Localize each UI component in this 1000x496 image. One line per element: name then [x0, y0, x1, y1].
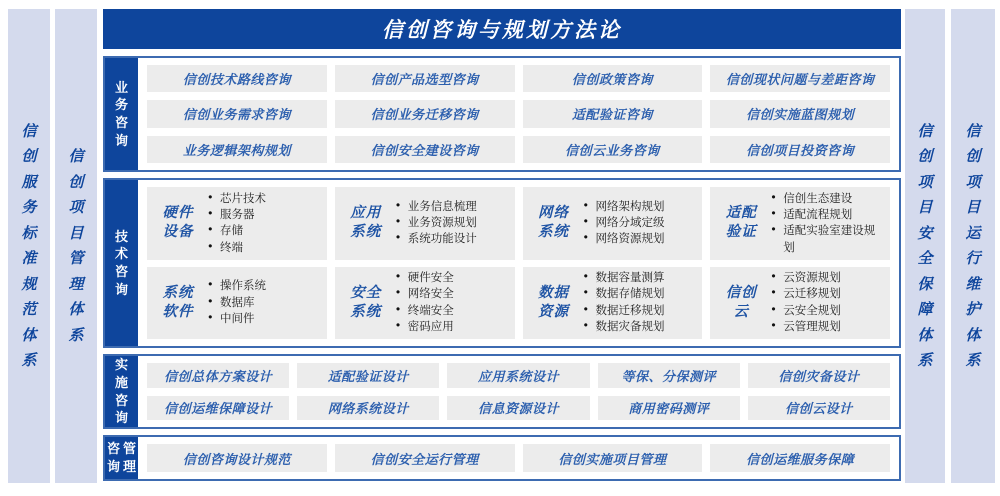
tech-card-title: 应用 系统 — [350, 205, 382, 241]
tech-card — [710, 267, 890, 340]
item-button: 信创实施蓝图规划 — [710, 100, 890, 127]
item-button: 信创安全建设咨询 — [335, 136, 515, 163]
item-button: 商用密码测评 — [598, 396, 740, 421]
item-button: 适配验证咨询 — [523, 100, 703, 127]
methodology-diagram — [103, 9, 901, 481]
tech-card-bullet: ● 中间件 — [207, 311, 323, 327]
item-button: 信创业务需求咨询 — [147, 100, 327, 127]
section-content-implementation — [138, 356, 899, 427]
tech-card-bullet: ● 终端 — [207, 240, 323, 256]
pillar-label: 信创项目安全保障体系 — [917, 122, 933, 369]
section-label-implementation — [105, 356, 138, 427]
pillar-service-standard-system — [8, 9, 50, 483]
tech-card-bullet: ● 存储 — [207, 223, 323, 239]
tech-card-bullet: ● 业务信息梳理 — [395, 199, 511, 215]
tech-card-bullet: ● 云资源规划 — [770, 270, 886, 286]
item-button: 信创运维服务保障 — [710, 444, 890, 472]
item-button: 信创现状问题与差距咨询 — [710, 65, 890, 92]
item-button: 等保、分保测评 — [598, 363, 740, 388]
section-label-technical — [105, 180, 138, 346]
tech-card-bullet: ● 适配流程规划 — [770, 207, 886, 223]
section-label-business — [105, 58, 138, 170]
section-management — [103, 435, 901, 481]
tech-card — [523, 267, 703, 340]
pillar-label: 信创项目运行维护体系 — [965, 122, 981, 369]
section-label-text: 管理 — [123, 441, 137, 474]
tech-card-title: 数据 资源 — [538, 284, 569, 320]
tech-card-bullet: ● 终端安全 — [395, 303, 511, 319]
tech-card-bullet-list — [395, 199, 511, 248]
tech-card-title: 信创 云 — [725, 284, 757, 320]
tech-card-bullet-list — [770, 191, 886, 256]
section-implementation — [103, 354, 901, 429]
section-content-technical — [138, 180, 899, 346]
tech-card-bullet: ● 网络资源规划 — [583, 231, 699, 247]
pillar-project-operation-maintenance-system — [951, 9, 995, 483]
item-button: 信创咨询设计规范 — [147, 444, 327, 472]
pillar-project-management-system — [55, 9, 97, 483]
tech-card-bullet-list — [207, 191, 323, 256]
item-button: 信创业务迁移咨询 — [335, 100, 515, 127]
item-button: 信创总体方案设计 — [147, 363, 289, 388]
tech-card-bullet: ● 网络架构规划 — [583, 199, 699, 215]
item-button: 信创云业务咨询 — [523, 136, 703, 163]
tech-card — [710, 187, 890, 260]
tech-card-bullet-list — [770, 270, 886, 335]
tech-card-bullet: ● 系统功能设计 — [395, 231, 511, 247]
item-button: 业务逻辑架构规划 — [147, 136, 327, 163]
section-label-text: 实施咨询 — [115, 357, 129, 426]
tech-card-title: 网络 系统 — [538, 205, 569, 241]
tech-card-title: 硬件 设备 — [162, 205, 194, 241]
item-button: 信创项目投资咨询 — [710, 136, 890, 163]
item-button: 信创政策咨询 — [523, 65, 703, 92]
tech-card-bullet: ● 云安全规划 — [770, 303, 886, 319]
tech-card-title: 系统 软件 — [162, 284, 194, 320]
item-button: 应用系统设计 — [447, 363, 589, 388]
item-button: 信息资源设计 — [447, 396, 589, 421]
tech-card-bullet: ● 信创生态建设 — [770, 191, 886, 207]
tech-card-bullet: ● 数据迁移规划 — [583, 303, 699, 319]
tech-card-bullet: ● 硬件安全 — [395, 270, 511, 286]
tech-card-bullet: ● 数据容量测算 — [583, 270, 699, 286]
tech-card-title: 安全 系统 — [350, 284, 382, 320]
section-label-text: 技术咨询 — [115, 228, 129, 297]
tech-card — [523, 187, 703, 260]
tech-card-title: 适配 验证 — [725, 205, 757, 241]
tech-card-bullet: ● 云迁移规划 — [770, 286, 886, 302]
pillar-label: 信创服务标准规范体系 — [21, 122, 37, 369]
item-button: 信创产品选型咨询 — [335, 65, 515, 92]
tech-card-bullet-list — [583, 199, 699, 248]
tech-card-bullet: ● 网络分域定级 — [583, 215, 699, 231]
tech-card-bullet-list — [395, 270, 511, 335]
tech-card-bullet: ● 业务资源规划 — [395, 215, 511, 231]
tech-card-bullet: ● 云管理规划 — [770, 319, 886, 335]
tech-card-bullet: ● 数据库 — [207, 295, 323, 311]
item-button: 信创实施项目管理 — [523, 444, 703, 472]
pillar-project-security-assurance-system — [905, 9, 945, 483]
item-button: 网络系统设计 — [297, 396, 439, 421]
tech-card-bullet: ● 操作系统 — [207, 278, 323, 294]
tech-card-bullet-list — [583, 270, 699, 335]
diagram-title-bar — [103, 9, 901, 49]
tech-card-bullet: ● 网络安全 — [395, 286, 511, 302]
tech-card-bullet: ● 适配实验室建设规划 — [770, 223, 886, 256]
item-button: 适配验证设计 — [297, 363, 439, 388]
section-business — [103, 56, 901, 172]
item-button: 信创灾备设计 — [748, 363, 890, 388]
tech-card-bullet: ● 密码应用 — [395, 319, 511, 335]
pillar-label: 信创项目管理体系 — [68, 148, 84, 344]
tech-card-bullet-list — [207, 278, 323, 327]
tech-card — [335, 267, 515, 340]
tech-card — [147, 187, 327, 260]
section-label-text: 业务咨询 — [115, 79, 129, 148]
tech-card — [335, 187, 515, 260]
tech-card-bullet: ● 数据灾备规划 — [583, 319, 699, 335]
item-button: 信创运维保障设计 — [147, 396, 289, 421]
sections-container — [103, 56, 901, 481]
tech-card-bullet: ● 服务器 — [207, 207, 323, 223]
tech-card-bullet: ● 芯片技术 — [207, 191, 323, 207]
section-label-management — [105, 437, 138, 479]
diagram-title: 信创咨询与规划方法论 — [382, 19, 622, 42]
item-button: 信创云设计 — [748, 396, 890, 421]
section-content-business — [138, 58, 899, 170]
section-label-text: 咨询 — [107, 441, 121, 474]
tech-card — [147, 267, 327, 340]
section-content-management — [138, 437, 899, 479]
tech-card-bullet: ● 数据存储规划 — [583, 286, 699, 302]
item-button: 信创技术路线咨询 — [147, 65, 327, 92]
section-technical — [103, 178, 901, 348]
item-button: 信创安全运行管理 — [335, 444, 515, 472]
